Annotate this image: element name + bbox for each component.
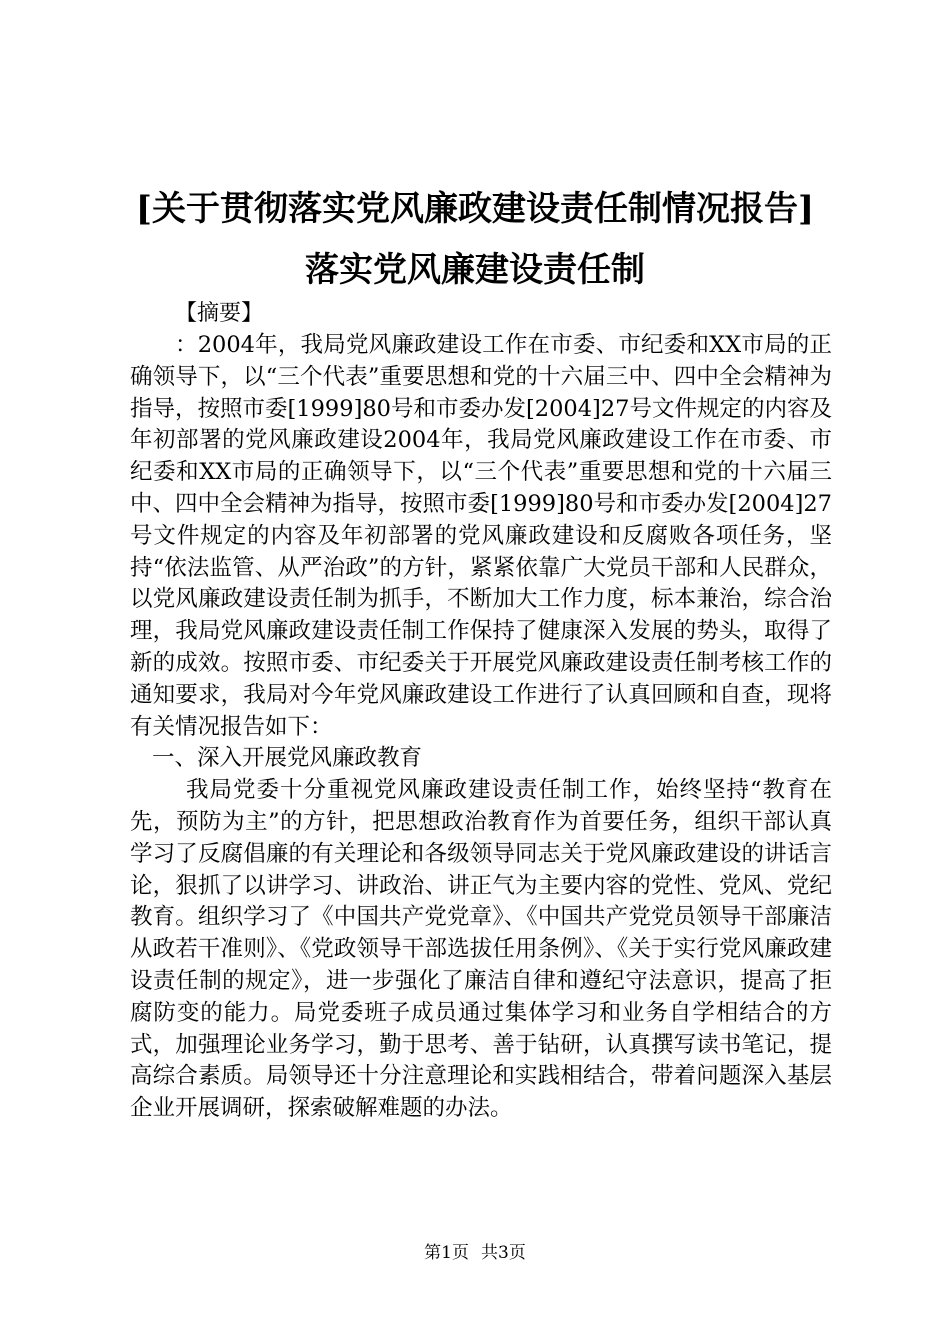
paragraph-education: 我局党委十分重视党风廉政建设责任制工作，始终坚持“教育在先，预防为主”的方针，把思想政治教育作为首要任务，组织干部认真学习了反腐倡廉的有关理论和各级领导同志关于党风廉政建设的讲话言论，狠抓了以讲学习、讲政治、讲正气为主要内容的党性、党风、党纪教育。组织学习了《中国共产党党章》、《中国共产党党员领导干部廉洁从政若干准则》、《党政领导干部选拔任用条例》、《关于实行党风廉政建设责任制的规定》，进一步强化了廉洁自律和遵纪守法意识，提高了拒腐防变的能力。局党委班子成员通过集体学习和业务自学相结合的方式，加强理论业务学习，勤于思考、善于钻研，认真撰写读书笔记，提高综合素质。局领导还十分注意理论和实践相结合，带着问题深入基层企业开展调研，探索破解难题的办法。 [130,777,832,1122]
page-number: 第1页 [424,1243,469,1263]
abstract-label: 【摘要】 [175,301,264,326]
document-title-line2: 落实党风廉建设责任制 [305,250,645,290]
page-total: 共3页 [481,1243,526,1263]
section-heading: 一、深入开展党风廉政教育 [152,745,423,772]
page-footer [0,1242,950,1264]
document-body [130,330,832,1125]
paragraph-abstract: ：2004年，我局党风廉政建设工作在市委、市纪委和XX市局的正确领导下，以“三个代表”重要思想和党的十六届三中、四中全会精神为指导，按照市委[1999]80号和市委办发[2004]27号文件规定的内容及年初部署的党风廉政建设2004年，我局党风廉政建设工作在市委、市纪委和XX市局的正确领导下，以“三个代表”重要思想和党的十六届三中、四中全会精神为指导，按照市委[1999]80号和市委办发[2004]27号文件规定的内容及年初部署的党风廉政建设和反腐败各项任务，坚持“依法监管、从严治政”的方针，紧紧依靠广大党员干部和人民群众，以党风廉政建设责任制为抓手，不断加大工作力度，标本兼治，综合治理，我局党风廉政建设责任制工作保持了健康深入发展的势头，取得了新的成效。按照市委、市纪委关于开展党风廉政建设责任制考核工作的通知要求，我局对今年党风廉政建设工作进行了认真回顾和自查，现将有关情况报告如下： [130,332,832,740]
document-title-line1: [关于贯彻落实党风廉政建设责任制情况报告] [135,189,815,229]
